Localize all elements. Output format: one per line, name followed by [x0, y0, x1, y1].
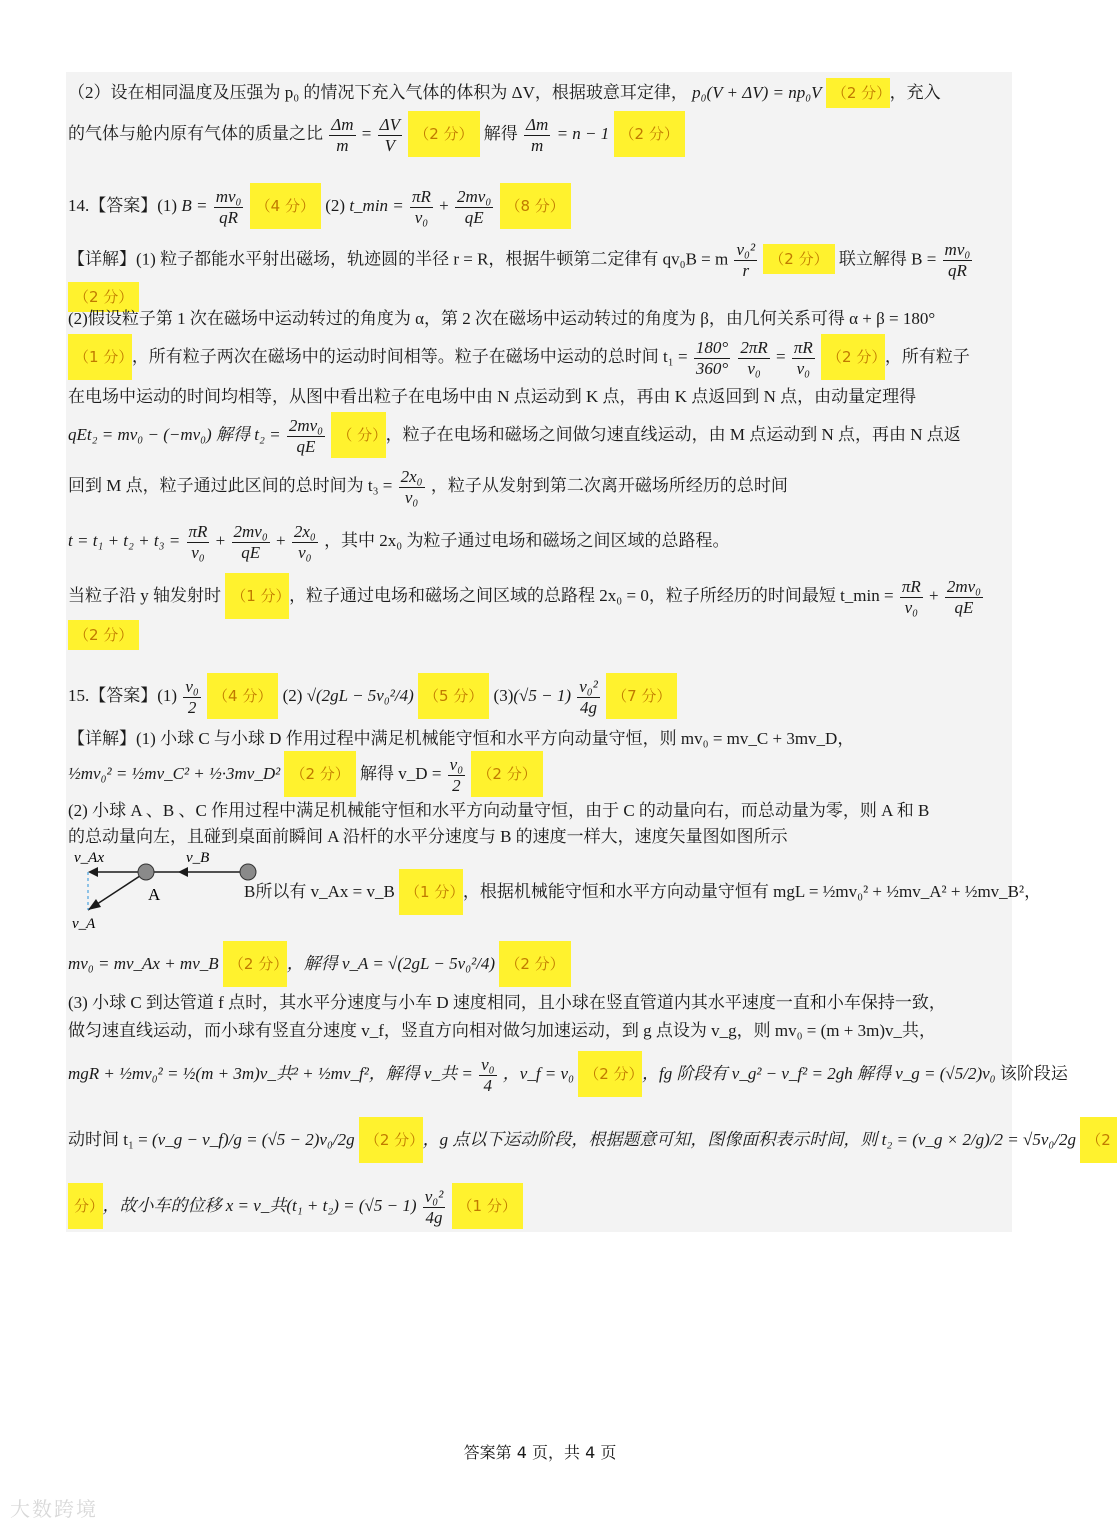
q15-answer: 15.【答案】(1) $\frac{\text{v₀}}{2}$ （4 分） (2) √(2gL − 5v₀²/4) （5 分） (3)(√5 − 1) $\frac{\text{v₀²}}{4g}$ （7 分）: [68, 672, 1014, 720]
score-badge: （2 分）: [821, 334, 885, 380]
q15-detail-3: (2) 小球 A 、B 、C 作用过程中满足机械能守恒和水平方向动量守恒，由于 C 的动量向右，而总动量为零，则 A 和 B: [68, 801, 930, 820]
q14-detail-2: (2)假设粒子第 1 次在磁场中运动转过的角度为 α，第 2 次在磁场中运动转过的角度为 β，由几何关系可得 α + β = 180°: [68, 309, 936, 328]
q14-detail-4: 在电场中运动的时间均相等，从图中看出粒子在电场中由 N 点运动到 K 点，再由 K 点返回到 N 点，由动量定理得: [68, 387, 917, 406]
score-badge: （2 分）: [826, 78, 890, 108]
q15-detail-9: mgR + ½mv₀² = ½(m + 3m)v_共² + ½mv_f²，解得 v_共 = $\frac{\text{v₀}}{4}$ ，v_f = v₀ （2 分） ，fg 阶段有 v_g² − v_f² = 2gh 解得 v_g = (√5/2)v₀ 该阶段运: [68, 1052, 1014, 1096]
p13-line-1: （2）设在相同温度及压强为 p₀ 的情况下充入气体的体积为 ΔV，根据玻意耳定律， p₀(V + ΔV) = np₀V （2 分） ，充入: [68, 80, 1014, 106]
score-badge: （2 分）: [359, 1117, 423, 1163]
vax-arrowhead: [88, 867, 98, 877]
watermark-logo: 大数跨境: [10, 1497, 98, 1521]
q14-detail-6: 回到 M 点，粒子通过此区间的总时间为 t₃ = $\frac{\text{2x₀}}{\text{v₀}}$ ，粒子从发射到第二次离开磁场所经历的总时间: [68, 466, 788, 507]
label-vax: v_Ax: [74, 850, 104, 866]
velocity-vector-diagram: [68, 846, 248, 936]
q14-detail-5: qEt₂ = mv₀ − (−mv₀) 解得 t₂ = $\frac{\text{2mv₀}}{qE}$ （ 分） ，粒子在电场和磁场之间做匀速直线运动，由 M 点运动到 N 点，再由 N 点返: [68, 412, 1014, 458]
q15-detail-6: mv₀ = mv_Ax + mv_B （2 分） ，解得 v_A = √(2gL − 5v₀²/4) （2 分）: [68, 942, 1014, 986]
score-badge: （1 分）: [452, 1183, 523, 1229]
q14-detail-8: 当粒子沿 y 轴发射时 （1 分） ，粒子通过电场和磁场之间区域的总路程 2x₀ = 0，粒子所经历的时间最短 t_min = $\frac{\pi R}{\text{v₀}}$ + $\frac{\text{2mv₀}}{qE}$: [68, 574, 1014, 618]
score-badge: （7 分）: [606, 673, 677, 719]
score-badge: （2 分）: [578, 1051, 642, 1097]
ball-a: [138, 864, 154, 880]
score-badge: （2 分）: [408, 111, 479, 157]
q15-detail-4: 的总动量向左，且碰到桌面前瞬间 A 沿杆的水平分速度与 B 的速度一样大，速度矢量图如图所示: [68, 827, 788, 846]
q15-detail-7: (3) 小球 C 到达管道 f 点时，其水平分速度与小车 D 速度相同，且小球在竖直管道内其水平速度一直和小车保持一致，: [68, 993, 946, 1012]
score-badge: 分）: [68, 1183, 103, 1229]
q14-detail-3: （1 分） ，所有粒子两次在磁场中的运动时间相等。粒子在磁场中运动的总时间 t₁ = $\frac{180^\circ}{360^\circ}$ $\frac{2\pi R}{\text{v₀}}$ = $\frac{\pi R}{\text{v₀}}$ （2 分） ，所有粒子: [68, 334, 1014, 380]
q14-detail-7: t = t₁ + t₂ + t₃ = $\frac{\pi R}{\text{v₀}}$ + $\frac{\text{2mv₀}}{qE}$ + $\frac{\text{2x₀}}{\text{v₀}}$ ，其中 2x₀ 为粒子通过电场和磁场之间区域的总路程。: [68, 521, 730, 562]
label-vb: v_B: [186, 850, 210, 866]
q15-detail-11: 分） ，故小车的位移 x = v_共(t₁ + t₂) = (√5 − 1) $\frac{\text{v₀²}}{4g}$ （1 分）: [68, 1184, 1014, 1228]
q15-detail-8: 做匀速直线运动，而小球有竖直分速度 v_f，竖直方向相对做匀加速运动，到 g 点设为 v_g，则 mv₀ = (m + 3m)v_共，: [68, 1021, 937, 1040]
score-badge: （4 分）: [207, 673, 278, 719]
q15-detail-2: ½mv₀² = ½mv_C² + ½·3mv_D² （2 分） 解得 v_D = $\frac{\text{v₀}}{2}$ （2 分）: [68, 752, 1014, 796]
score-badge: （1 分）: [225, 573, 289, 619]
score-badge: （2 分）: [763, 244, 834, 274]
p13-line-2: 的气体与舱内原有气体的质量之比 $\frac{\Delta m}{m}$ = $\frac{\Delta V}{V}$ （2 分） 解得 $\frac{\Delta m}{m}$ = n − 1 （2 分）: [68, 112, 1014, 156]
q15-detail-5: B所以有 v_Ax = v_B （1 分） ，根据机械能守恒和水平方向动量守恒有 mgL = ½mv₀² + ½mv_A² + ½mv_B²，: [244, 872, 1014, 912]
score-badge: （2 分）: [68, 620, 139, 650]
q14-detail-9: [68, 622, 1014, 648]
label-va: v_A: [72, 916, 96, 932]
score-badge: （2 分）: [223, 941, 287, 987]
score-badge: （2 分）: [499, 941, 570, 987]
score-badge: （2 分）: [68, 282, 139, 312]
vb-arrowhead: [178, 867, 188, 877]
q15-detail-1: 【详解】(1) 小球 C 与小球 D 作用过程中满足机械能守恒和水平方向动量守恒，则 mv₀ = mv_C + 3mv_D，: [68, 729, 855, 748]
q14-detail-1: 【详解】(1) 粒子都能水平射出磁场，轨迹圆的半径 r = R，根据牛顿第二定律有 qv₀B = m $\frac{\text{v₀²}}{r}$ （2 分） 联立解得 B = $\frac{\text{mv₀}}{qR}$: [68, 240, 971, 280]
score-badge: （2 分）: [614, 111, 685, 157]
score-badge: （5 分）: [418, 673, 489, 719]
score-badge: （8 分）: [500, 183, 571, 229]
score-badge: （1 分）: [68, 334, 132, 380]
score-badge: （2 分）: [284, 751, 355, 797]
q15-detail-10: 动时间 t₁ = (v_g − v_f)/g = (√5 − 2)v₀/2g （2 分） ，g 点以下运动阶段，根据题意可知，图像面积表示时间，则 t₂ = (v_g × 2/g)/2 = √5v₀/2g （2: [68, 1118, 1014, 1162]
score-badge: （1 分）: [399, 869, 463, 915]
q14-answer: 14.【答案】(1) B = $\frac{\text{mv₀}}{qR}$ （4 分） (2) t_min = $\frac{\pi R}{\text{v₀}}$ + $\frac{\text{2mv₀}}{qE}$ （8 分）: [68, 184, 1014, 228]
score-badge: （2: [1080, 1117, 1117, 1163]
score-badge: （2 分）: [471, 751, 542, 797]
score-badge: （ 分）: [331, 412, 385, 458]
page-footer: 答案第 4 页，共 4 页: [463, 1443, 617, 1462]
va-arrowhead: [88, 899, 101, 910]
score-badge: （4 分）: [250, 183, 321, 229]
label-a: A: [148, 885, 161, 904]
